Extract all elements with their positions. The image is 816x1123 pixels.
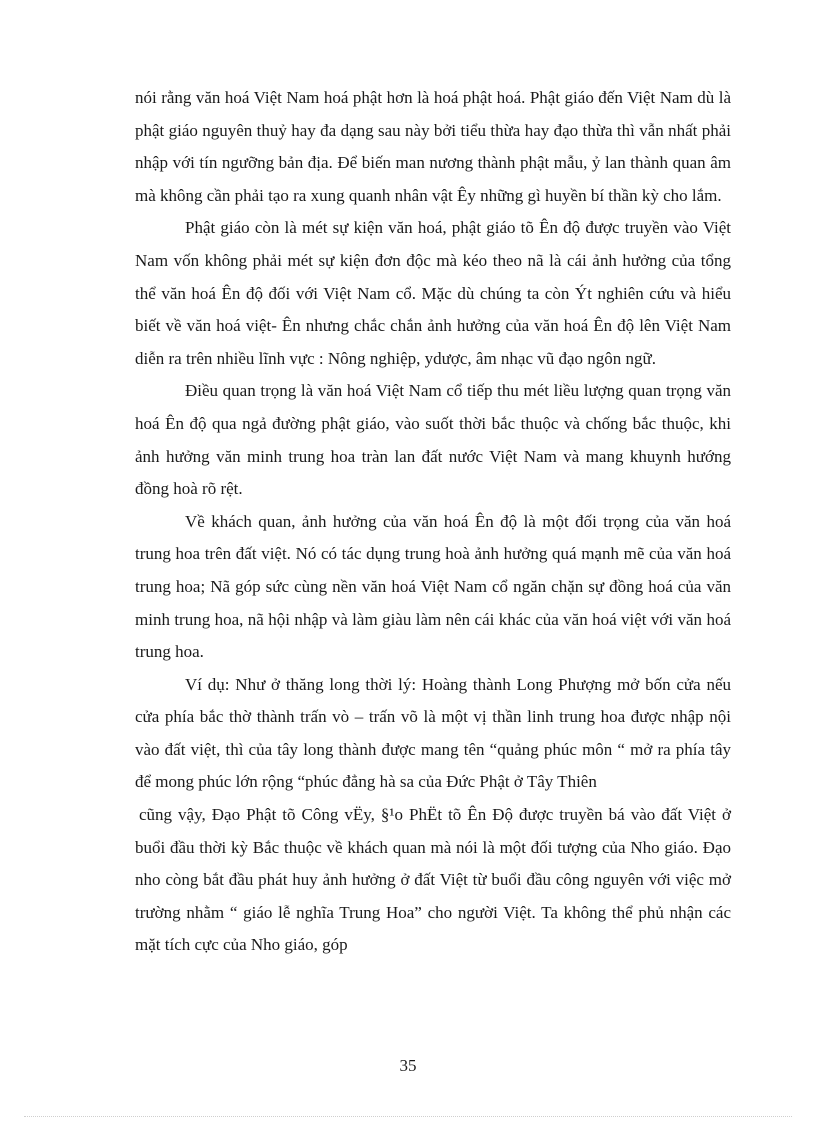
footer-divider	[24, 1116, 792, 1117]
paragraph-1: nói rằng văn hoá Việt Nam hoá phật hơn là hoá phật hoá. Phật giáo đến Việt Nam dù là phật giáo nguyên thuỷ hay đa dạng sau này bởi tiểu thừa hay đạo thừa thì vẫn nhất phải nhập với tín ngưỡng bản địa. Để biến man nương thành phật mẫu, ỷ lan thành quan âm mà không cần phải tạo ra xung quanh nhân vật Êy những gì huyền bí thần kỳ cho lắm.	[135, 88, 731, 205]
paragraph-4: Về khách quan, ảnh hưởng của văn hoá Ên độ là một đối trọng của văn hoá trung hoa trên đất việt. Nó có tác dụng trung hoà ảnh hưởng quá mạnh mẽ của văn hoá trung hoa; Nã góp sức cùng nền văn hoá Việt Nam cổ ngăn chặn sự đồng hoá của văn minh trung hoa, nã hội nhập và làm giàu làm nên cái khác của văn hoá việt với văn hoá trung hoa.	[135, 511, 731, 662]
paragraph-6: cũng vậy, Đạo Phật tõ Công vËy, §¹o PhËt tõ Ên Độ được truyền bá vào đất Việt ở buổi đầu thời kỳ Bắc thuộc về khách quan mà nói là một đối tượng của Nho giáo. Đạo nho còng bắt đầu phát huy ảnh hưởng ở đất Việt từ buổi đầu công nguyên với việc mở trường nhằm “ giáo lễ nghĩa Trung Hoa” cho người Việt. Ta không thể phủ nhận các mặt tích cực của Nho giáo, góp	[135, 805, 731, 955]
paragraph-3: Điều quan trọng là văn hoá Việt Nam cổ tiếp thu mét liều lượng quan trọng văn hoá Ên độ qua ngả đường phật giáo, vào suốt thời bắc thuộc và chống bắc thuộc, khi ảnh hưởng văn minh trung hoa tràn lan đất nước Việt Nam và mang khuynh hướng đồng hoà rõ rệt.	[135, 381, 731, 499]
document-body	[135, 82, 731, 962]
paragraph-5: Ví dụ: Như ở thăng long thời lý: Hoàng thành Long Phượng mở bốn cửa nếu cửa phía bắc thờ thành trấn vò – trấn võ là một vị thần linh trung hoa được nhập nội vào đất việt, thì của tây long thành được mang tên “quảng phúc môn “ mở ra phía tây để mong phúc lớn rộng “phúc đẳng hà sa của Đức Phật ở Tây Thiên	[135, 674, 731, 792]
paragraph-2: Phật giáo còn là mét sự kiện văn hoá, phật giáo tõ Ên độ được truyền vào Việt Nam vốn không phải mét sự kiện đơn độc mà kéo theo nã là cái ảnh hưởng của tổng thể văn hoá Ên độ đối với Việt Nam cổ. Mặc dù chúng ta còn Ýt nghiên cứu và hiểu biết về văn hoá việt- Ên nhưng chắc chắn ảnh hưởng của văn hoá Ên độ lên Việt Nam diễn ra trên nhiều lĩnh vực : Nông nghiệp, ydược, âm nhạc vũ đạo ngôn ngữ.	[135, 218, 731, 368]
page-number: 35	[399, 1056, 417, 1075]
